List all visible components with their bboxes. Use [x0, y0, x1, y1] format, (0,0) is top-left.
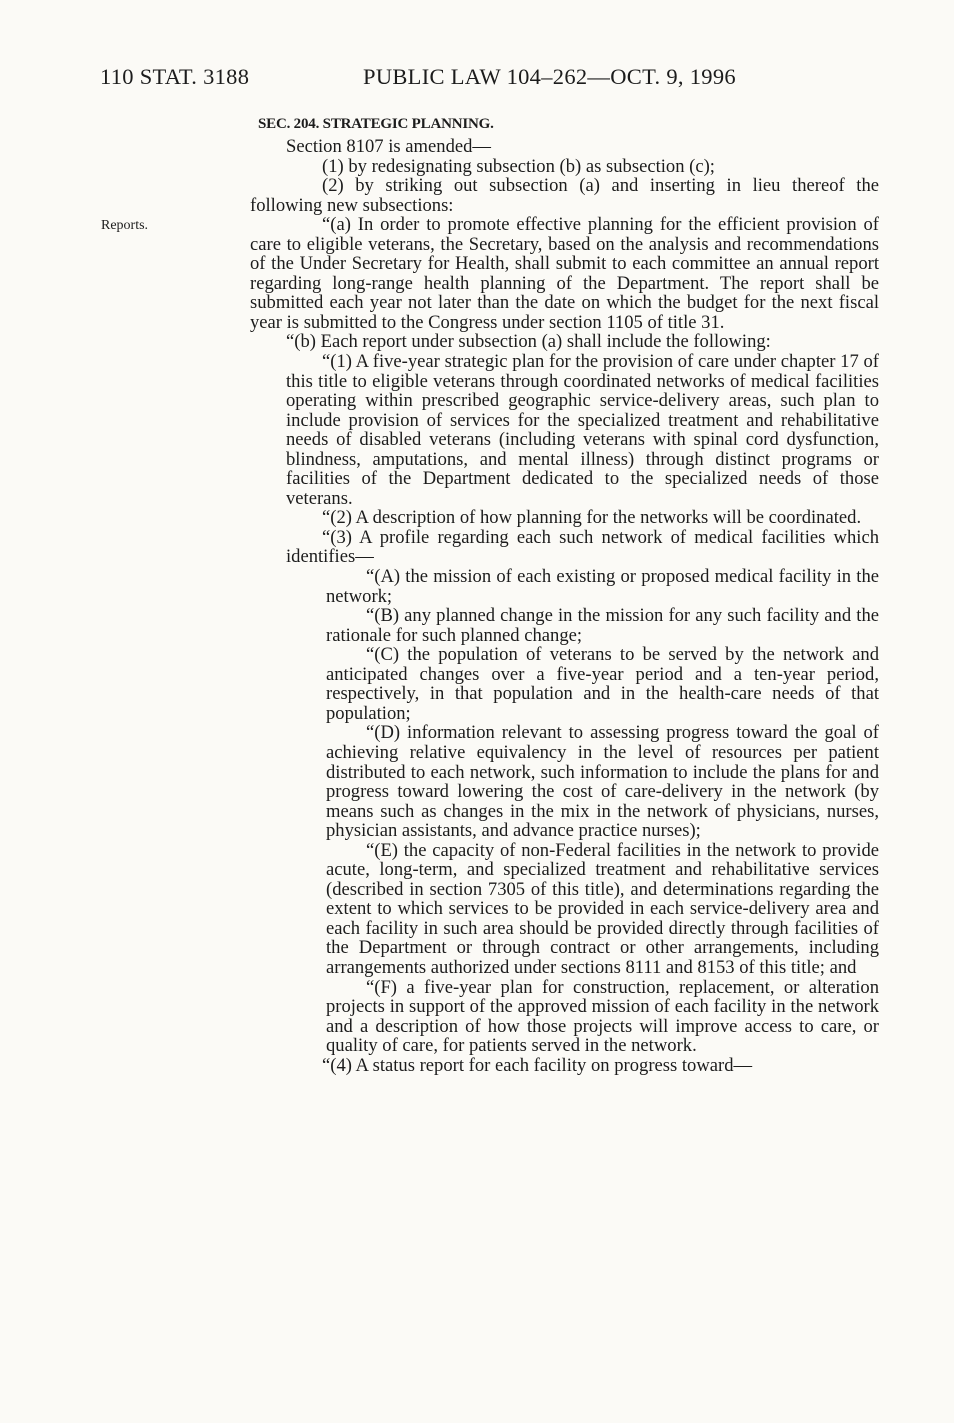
paragraph-2: “(2) A description of how planning for the networks will be coordinated.	[322, 507, 862, 529]
amendment-item-2: (2) by striking out subsection (a) and inserting in lieu thereof the following new subsections:	[250, 175, 879, 216]
section-body	[250, 137, 879, 1075]
subparagraph-E: “(E) the capacity of non-Federal facilities in the network to provide acute, long-term, and specialized treatment and rehabilitative services (described in section 7305 of this title), and determinations regarding the extent to which services to be provided in each service-delivery area and each facility in such area should be provided directly through facilities of the Department or through contract or other arrangements, including arrangements authorized under sections 8111 and 8153 of this title; and	[326, 839, 879, 978]
paragraph-3: “(3) A profile regarding each such network of medical facilities which identifies—	[286, 526, 879, 568]
section-intro: Section 8107 is amended—	[286, 136, 492, 157]
public-law-title: PUBLIC LAW 104–262—OCT. 9, 1996	[363, 64, 736, 89]
section-heading: SEC. 204. STRATEGIC PLANNING.	[258, 116, 494, 132]
subparagraph-F: “(F) a five-year plan for construction, replacement, or alteration projects in support of the approved mission of each facility in the network and a description of how those projects will improve access to care, or quality of care, for patients served in the network.	[326, 976, 879, 1057]
amendment-item-1: (1) by redesignating subsection (b) as subsection (c);	[322, 155, 715, 177]
subparagraph-B: “(B) any planned change in the mission for any such facility and the rationale for such planned change;	[326, 605, 879, 646]
margin-note: Reports.	[101, 218, 149, 233]
subparagraph-A: “(A) the mission of each existing or proposed medical facility in the network;	[326, 566, 879, 607]
paragraph-1: “(1) A five-year strategic plan for the provision of care under chapter 17 of this title to eligible veterans through coordinated networks of medical facilities operating within prescribed geographic service-delivery areas, such plan to include provision of services for the specialized treatment and rehabilitative needs of disabled veterans (including veterans with spinal cord dysfunction, blindness, amputations, and mental illness) through distinct programs or facilities of the Department dedicated to the specialized needs of those veterans.	[286, 351, 879, 509]
stat-page-number: 110 STAT. 3188	[100, 64, 250, 89]
subsection-b: “(b) Each report under subsection (a) shall include the following:	[286, 331, 771, 353]
subparagraph-D: “(D) information relevant to assessing progress toward the goal of achieving relative equivalency in the level of resources per patient distributed to each network, such information to include the plans for and progress toward lowering the cost of care-delivery in the network (by means such as changes in the mix in the network of physicians, nurses, physician assistants, and advance practice nurses);	[326, 722, 879, 842]
subparagraph-C: “(C) the population of veterans to be served by the network and anticipated changes over a five-year period and a ten-year period, respectively, in that population and in the health-care needs of that population;	[326, 644, 879, 724]
paragraph-4: “(4) A status report for each facility on progress toward—	[322, 1054, 753, 1076]
subsection-a: “(a) In order to promote effective planning for the efficient provision of care to eligible veterans, the Secretary, based on the analysis and recommendations of the Under Secretary for Health, shall submit to each committee an annual report regarding long-range health planning of the Department. The report shall be submitted each year not later than the date on which the budget for the next fiscal year is submitted to the Congress under section 1105 of title 31.	[250, 214, 879, 333]
